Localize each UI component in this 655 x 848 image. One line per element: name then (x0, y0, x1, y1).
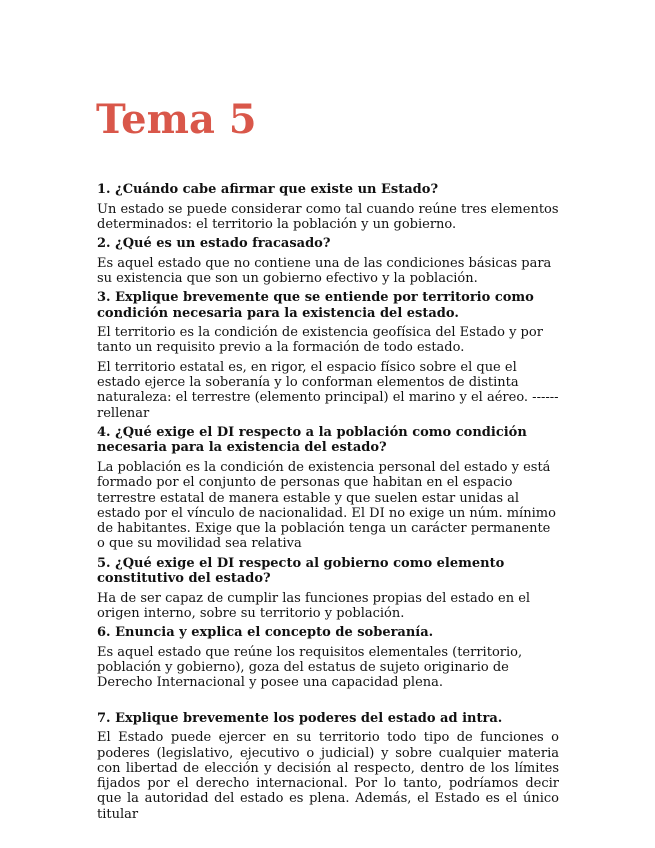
answer-1-paragraph-1: Un estado se puede considerar como tal cuando reúne tres elementos determinados: el territorio la población y un gobierno. (97, 201, 559, 232)
question-4: 4. ¿Qué exige el DI respecto a la población como condición necesaria para la existencia del estado? (97, 424, 527, 456)
document-title: Tema 5 (96, 96, 257, 143)
question-7: 7. Explique brevemente los poderes del estado ad intra. (97, 710, 503, 726)
question-1: 1. ¿Cuándo cabe afirmar que existe un Estado? (97, 182, 439, 197)
section-4 (97, 425, 559, 552)
section-3 (97, 290, 559, 421)
answer-7-paragraph-1: El Estado puede ejercer en su territorio todo tipo de funciones o poderes (legislativo, ejecutivo o judicial) y sobre cualquier materia con libertad de elección y decisión al respecto, dentro de los límites fijados por el derecho internacional. Por lo tanto, podríamos decir que la autoridad del estado es plena. Además, el Estado es el único titular (97, 730, 559, 822)
question-6: 6. Enuncia y explica el concepto de soberanía. (97, 625, 434, 641)
question-5: 5. ¿Qué exige el DI respecto al gobierno como elemento constitutivo del estado? (97, 555, 505, 587)
question-3: 3. Explique brevemente que se entiende por territorio como condición necesaria para la existencia del estado. (97, 290, 534, 321)
answer-3-paragraph-1: El territorio es la condición de existencia geofísica del Estado y por tanto un requisito previo a la formación de todo estado. (97, 325, 543, 356)
document-body (97, 182, 559, 826)
section-2 (97, 236, 559, 286)
answer-5-paragraph-1: Ha de ser capaz de cumplir las funciones propias del estado en el origen interno, sobre su territorio y población. (97, 590, 531, 622)
answer-6-paragraph-1: Es aquel estado que reúne los requisitos elementales (territorio, población y gobierno), goza del estatus de sujeto originario de Derecho Internacional y posee una capacidad plena. (97, 644, 523, 691)
section-5 (97, 556, 559, 622)
section-7 (97, 711, 559, 822)
section-6 (97, 625, 559, 690)
answer-2-paragraph-1: Es aquel estado que no contiene una de las condiciones básicas para su existencia que son un gobierno efectivo y la población. (97, 255, 552, 286)
answer-3-paragraph-2: El territorio estatal es, en rigor, el espacio físico sobre el que el estado ejerce la soberanía y lo conforman elementos de distinta naturaleza: el terrestre (elemento principal) el marino y el aéreo. ------ rellenar (97, 359, 559, 421)
answer-4-paragraph-1: La población es la condición de existencia personal del estado y está formado por el conjunto de personas que habitan en el espacio terrestre estatal de manera estable y que suelen estar unidas al estado por el vínculo de nacionalidad. El DI no exige un núm. mínimo de habitantes. Exige que la población tenga un carácter permanente o que su movilidad sea relativa (97, 459, 556, 552)
section-1 (97, 182, 559, 232)
section-gap (97, 695, 559, 711)
question-2: 2. ¿Qué es un estado fracasado? (97, 236, 331, 252)
